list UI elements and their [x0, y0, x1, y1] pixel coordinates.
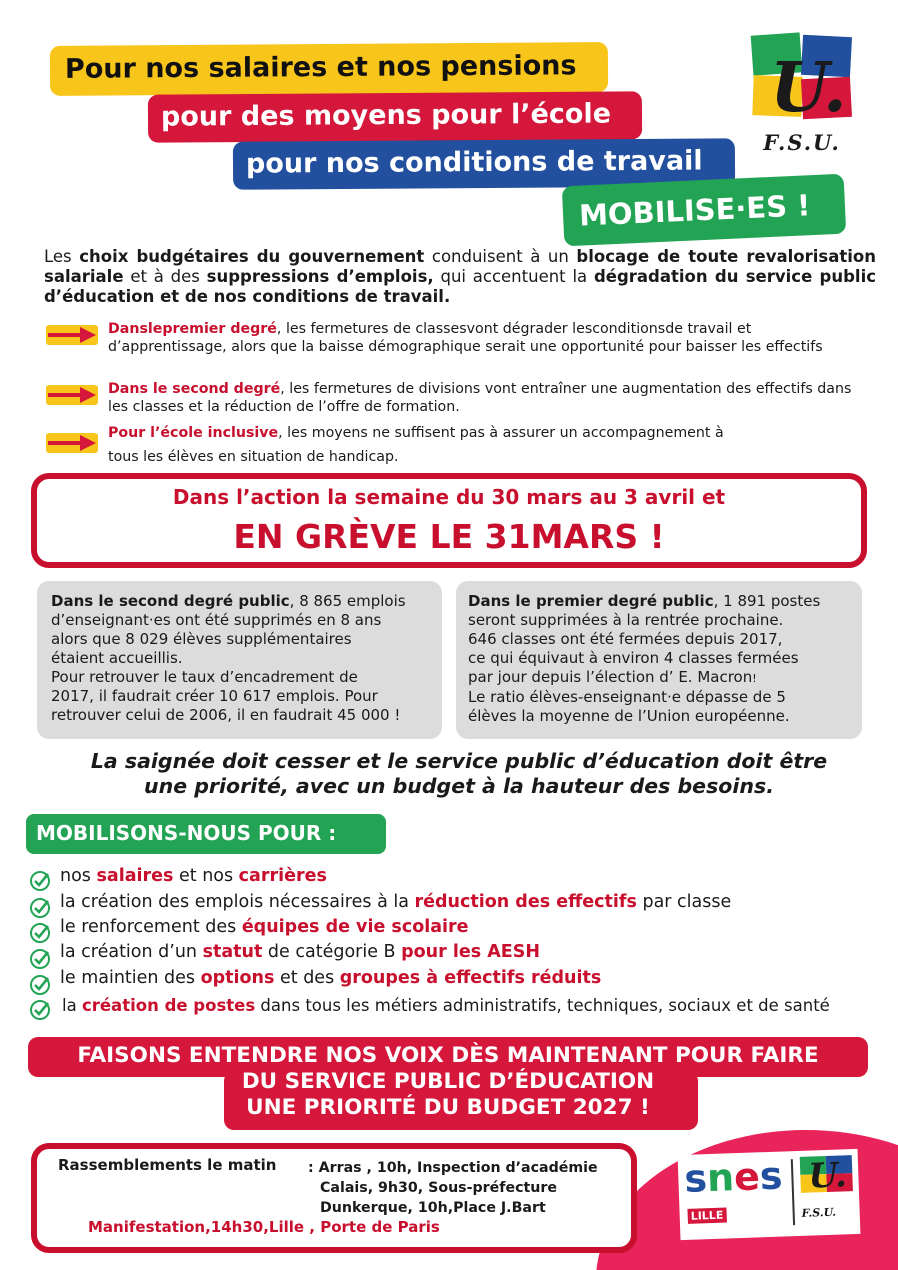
check-circle-icon	[29, 870, 51, 892]
rassemblement-dunkerque: Dunkerque, 10h,Place J.Bart	[320, 1200, 546, 1216]
fsu-logo-letter: U.	[770, 48, 847, 128]
arrow-icon	[44, 428, 100, 458]
mobilisons-title: MOBILISONS-NOUS POUR :	[26, 814, 386, 854]
check-circle-icon	[29, 922, 51, 944]
check-circle-icon	[29, 897, 51, 919]
bullet-second-degre: Dans le second degré, les fermetures de divisions vont entraîner une augmentation des effectifs dans les classes et la réduction de l’offre de formation.	[108, 381, 852, 415]
action-box	[31, 473, 867, 568]
call-to-action-banner: FAISONS ENTENDRE NOS VOIX DÈS MAINTENANT POUR FAIRE DU SERVICE PUBLIC D’ÉDUCATION UNE PRIORITÉ DU BUDGET 2027 !	[28, 1037, 868, 1130]
arrow-icon	[44, 320, 100, 350]
intro-paragraph: Les choix budgétaires du gouvernement conduisent à un blocage de toute revalorisation salariale et à des suppressions d’emplois, qui accentuent la dégradation du service public d’éducation et de nos conditions de travail.	[44, 247, 877, 306]
manifestation-info: Manifestation,14h30,Lille , Porte de Paris	[88, 1218, 440, 1236]
headline-mobilise: MOBILISE·ES !	[562, 174, 846, 247]
arrow-icon	[44, 380, 100, 410]
demand-item: la création des emplois nécessaires à la réduction des effectifs par classe	[60, 892, 732, 912]
snes-fsu-logo	[678, 1149, 861, 1240]
demand-item: le maintien des options et des groupes à effectifs réduits	[60, 968, 602, 988]
demand-item: la création de postes dans tous les métiers administratifs, techniques, sociaux et de santé	[62, 996, 830, 1015]
bullet-ecole-inclusive-line2: tous les élèves en situation de handicap.	[108, 449, 399, 465]
check-circle-icon	[29, 999, 51, 1021]
rassemblements-title: Rassemblements le matin	[58, 1156, 277, 1174]
action-week: Dans l’action la semaine du 30 mars au 3 avril et	[172, 485, 726, 509]
fsu-logo	[752, 34, 852, 164]
bullet-ecole-inclusive: Pour l’école inclusive, les moyens ne suffisent pas à assurer un accompagnement à	[108, 425, 724, 441]
bullet-premier-degre: Danslepremier degré, les fermetures de classesvont dégrader lesconditionsde travail et d’apprentissage, alors que la baisse démographique serait une opportunité pour baisser les effectifs	[108, 321, 823, 355]
second-degre-box: Dans le second degré public, 8 865 emplois d’enseignant·es ont été supprimés en 8 ans alors que 8 029 élèves supplémentaires étaient accueillis. Pour retrouver le taux d’encadrement de 2017, il faudrait créer 10 617 emplois. Pour retrouver celui de 2006, il en faudrait 45 000 !	[37, 581, 442, 739]
headline-conditions: pour nos conditions de travail	[233, 138, 735, 190]
demand-item: nos salaires et nos carrières	[60, 866, 327, 886]
strike-date: EN GRÈVE LE 31MARS !	[233, 517, 665, 556]
demand-item: la création d’un statut de catégorie B pour les AESH	[60, 942, 540, 962]
snes-fsu-name: F.S.U.	[801, 1205, 837, 1220]
check-circle-icon	[29, 948, 51, 970]
fsu-logo-name: F.S.U.	[763, 130, 841, 155]
headline-moyens: pour des moyens pour l’école	[148, 91, 642, 142]
rassemblements-list	[308, 1158, 598, 1218]
priority-statement: La saignée doit cesser et le service public d’éducation doit être une priorité, avec un budget à la hauteur des besoins.	[90, 749, 828, 798]
headline-salaires: Pour nos salaires et nos pensions	[50, 42, 608, 96]
rassemblement-arras: : Arras , 10h, Inspection d’académie	[308, 1160, 598, 1176]
snes-logo-city: LILLE	[687, 1208, 726, 1224]
demand-item: le renforcement des équipes de vie scolaire	[60, 917, 469, 937]
premier-degre-box: Dans le premier degré public, 1 891 postes seront supprimées à la rentrée prochaine. 646 classes ont été fermées depuis 2017, ce qui équivaut à environ 4 classes fermées par jour depuis l’élection d’ E. Macron! Le ratio élèves-enseignant·e dépasse de 5 élèves la moyenne de l’Union européenne.	[456, 581, 862, 739]
snes-logo-word: snes	[683, 1153, 784, 1201]
rassemblement-calais: Calais, 9h30, Sous-préfecture	[320, 1180, 557, 1196]
snes-fsu-letter: U.	[807, 1155, 848, 1197]
check-circle-icon	[29, 974, 51, 996]
